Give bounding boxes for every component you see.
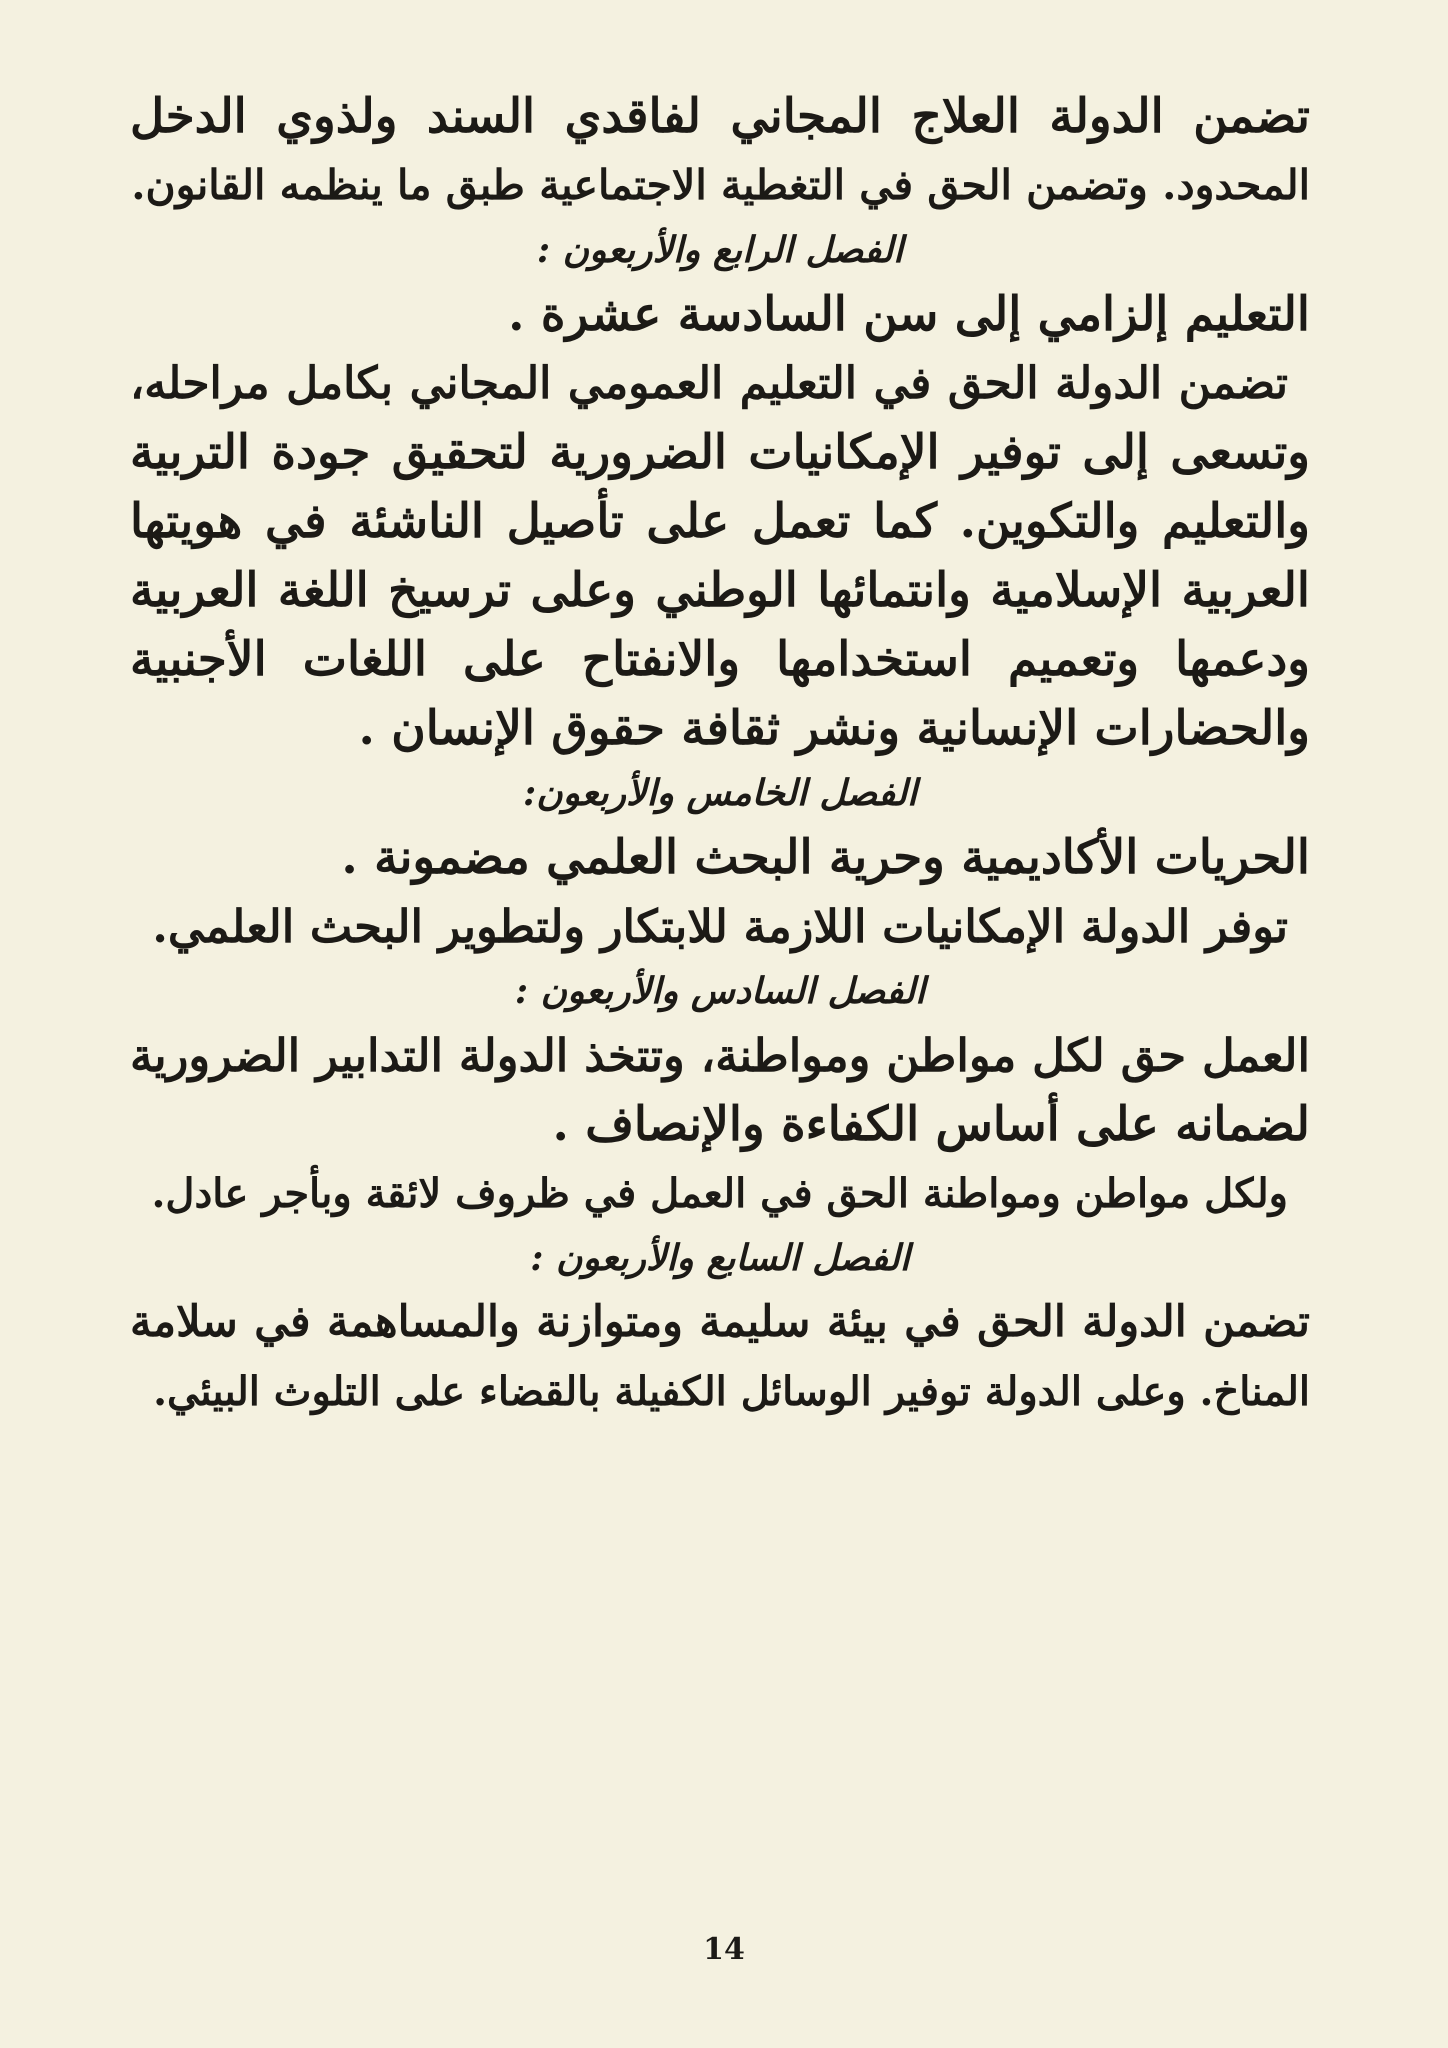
paragraph (130, 892, 1310, 961)
text-line: العربية الإسلامية وانتمائها الوطني وعلى ترسيخ اللغة العربية (130, 563, 1310, 618)
text-line: توفر الدولة الإمكانيات اللازمة للابتكار ولتطوير البحث العلمي. (152, 900, 1288, 953)
text-line: الحريات الأكاديمية وحرية البحث العلمي مضمونة . (341, 830, 1310, 885)
text-line: العمل حق لكل مواطن ومواطنة، وتتخذ الدولة التدابير الضرورية (130, 1029, 1310, 1082)
text-line: والتعليم والتكوين. كما تعمل على تأصيل الناشئة في هويتها (130, 494, 1310, 549)
text-line: ولكل مواطن ومواطنة الحق في العمل في ظروف لائقة وبأجر عادل. (151, 1170, 1288, 1217)
paragraph (130, 823, 1310, 892)
paragraph (130, 280, 1310, 349)
text-line: تضمن الدولة العلاج المجاني لفاقدي السند ولذوي الدخل (130, 89, 1310, 144)
text-line: ودعمها وتعميم استخدامها والانفتاح على اللغات الأجنبية (130, 632, 1310, 687)
text-line: وتسعى إلى توفير الإمكانيات الضرورية لتحقيق جودة التربية (130, 425, 1310, 480)
section-heading: الفصل السادس والأربعون : (514, 970, 926, 1012)
paragraph (130, 1288, 1310, 1426)
paragraph (130, 82, 1310, 220)
text-line: لضمانه على أساس الكفاءة والإنصاف . (552, 1097, 1310, 1152)
text-line: المحدود. وتضمن الحق في التغطية الاجتماعية طبق ما ينظمه القانون. (131, 161, 1310, 209)
paragraph (130, 1021, 1310, 1159)
page-number: 14 (703, 1932, 745, 1967)
text-line: التعليم إلزامي إلى سن السادسة عشرة . (508, 287, 1310, 342)
section-heading: الفصل الخامس والأربعون: (522, 772, 918, 814)
page-body (130, 82, 1310, 1426)
text-line: المناخ. وعلى الدولة توفير الوسائل الكفيلة بالقضاء على التلوث البيئي. (153, 1368, 1310, 1415)
paragraph (130, 349, 1310, 763)
text-line: تضمن الدولة الحق في بيئة سليمة ومتوازنة والمساهمة في سلامة (130, 1297, 1310, 1347)
section-heading: الفصل السابع والأربعون : (530, 1237, 910, 1279)
text-line: تضمن الدولة الحق في التعليم العمومي المجاني بكامل مراحله، (130, 358, 1288, 409)
text-line: والحضارات الإنسانية ونشر ثقافة حقوق الإنسان . (358, 701, 1310, 756)
section-heading: الفصل الرابع والأربعون : (536, 229, 904, 271)
paragraph (130, 1159, 1310, 1228)
